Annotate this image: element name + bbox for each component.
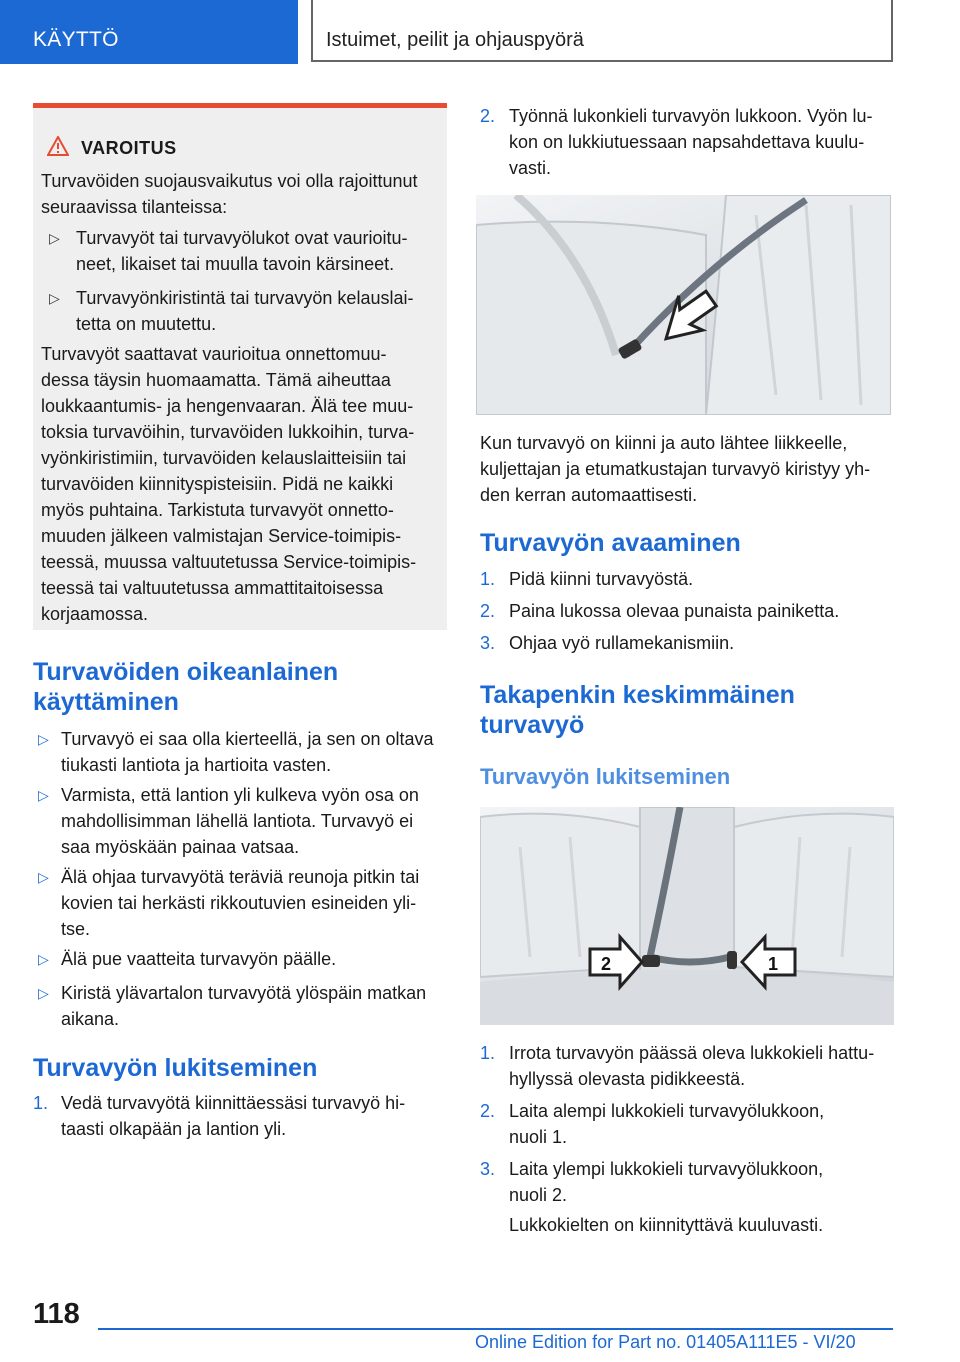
- heading-correct-use-2: käyttäminen: [33, 688, 179, 716]
- bullet-icon: ▷: [38, 731, 49, 747]
- correct-use-bullet-5-line-2: aikana.: [61, 1009, 120, 1029]
- warning-bullet-2-line-2: tetta on muutettu.: [76, 314, 217, 334]
- warning-bullet-1-line-1: Turvavyöt tai turvavyölukot ovat vaurioitu-: [76, 228, 408, 248]
- rear-step-2-line-2: nuoli 1.: [509, 1127, 568, 1147]
- warning-intro-1: Turvavöiden suojausvaikutus voi olla rajoittunut: [41, 171, 418, 191]
- warning-body-line: vyönkiristimiin, turvavöiden kelauslaitteisiin tai: [41, 448, 407, 468]
- correct-use-bullet-2-line-2: mahdollisimman lähellä lantiota. Turvavyö ei: [61, 811, 414, 831]
- header-title-box: [311, 0, 893, 62]
- footer-edition: Online Edition for Part no. 01405A111E5 - VI/20: [475, 1332, 856, 1352]
- warning-box: [33, 103, 447, 630]
- heading-rear-1: Takapenkin keskimmäinen: [480, 681, 795, 709]
- warning-body-line: teessä, muussa valtuutetussa Service-toimipis-: [41, 552, 417, 572]
- step-number: 1.: [480, 1043, 496, 1063]
- bullet-icon: ▷: [49, 230, 60, 246]
- warning-body-line: dessa täysin huomaamatta. Tämä aiheuttaa: [41, 370, 391, 390]
- locking-after-line-3: den kerran automaattisesti.: [480, 485, 698, 505]
- rear-step-3-line-1: Laita ylempi lukkokieli turvavyölukkoon,: [509, 1159, 824, 1179]
- locking-step-2-line-1: Työnnä lukonkieli turvavyön lukkoon. Vyön lu-: [509, 106, 873, 126]
- step-number: 2.: [480, 106, 496, 126]
- arrow-label-2: 2: [601, 954, 612, 974]
- locking-step-1-line-1: Vedä turvavyötä kiinnittäessäsi turvavyö hi-: [61, 1093, 406, 1113]
- page-number: 118: [33, 1298, 80, 1330]
- correct-use-bullet-5-line-1: Kiristä ylävartalon turvavyötä ylöspäin matkan: [61, 983, 427, 1003]
- bullet-icon: ▷: [38, 985, 49, 1001]
- opening-step-2: Paina lukossa olevaa punaista painiketta.: [509, 601, 840, 621]
- bullet-icon: ▷: [38, 951, 49, 967]
- warning-body-line: loukkaantumis- ja hengenvaaran. Älä tee muu-: [41, 396, 414, 416]
- heading-opening: Turvavyön avaaminen: [480, 529, 741, 557]
- rear-step-3-line-2: nuoli 2.: [509, 1185, 568, 1205]
- heading-correct-use-1: Turvavöiden oikeanlainen: [33, 658, 339, 686]
- warning-body-line: muuden jälkeen valmistajan Service-toimipis-: [41, 526, 402, 546]
- correct-use-bullet-4: Älä pue vaatteita turvavyön päälle.: [61, 949, 337, 969]
- warning-body-line: Turvavyöt saattavat vaurioitua onnettomuu-: [41, 344, 387, 364]
- warning-body-line: myös puhtaina. Tarkistuta turvavyöt onnetto-: [41, 500, 394, 520]
- rear-seatbelt-illustration: [480, 807, 894, 1025]
- warning-body-line: toksia turvavöihin, turvavöiden lukkoihin, turva-: [41, 422, 415, 442]
- seatbelt-buckle-drawing: [476, 195, 891, 415]
- warning-triangle-icon: [47, 136, 69, 156]
- bullet-icon: ▷: [49, 290, 60, 306]
- rear-step-1-line-1: Irrota turvavyön päässä oleva lukkokieli hattu-: [509, 1043, 875, 1063]
- warning-body-line: teessä tai valtuutetussa ammattitaitoisessa: [41, 578, 384, 598]
- correct-use-bullet-3-line-3: tse.: [61, 919, 91, 939]
- bullet-icon: ▷: [38, 869, 49, 885]
- rear-step-2-line-1: Laita alempi lukkokieli turvavyölukkoon,: [509, 1101, 825, 1121]
- rear-note: Lukkokielten on kiinnityttävä kuuluvasti.: [509, 1215, 824, 1235]
- locking-step-2-line-3: vasti.: [509, 158, 552, 178]
- correct-use-bullet-3-line-1: Älä ohjaa turvavyötä teräviä reunoja pitkin tai: [61, 867, 420, 887]
- step-number: 3.: [480, 633, 496, 653]
- rear-seatbelt-drawing: [480, 807, 894, 1025]
- opening-step-1: Pidä kiinni turvavyöstä.: [509, 569, 694, 589]
- correct-use-bullet-2-line-3: saa myöskään painaa vatsaa.: [61, 837, 300, 857]
- subheading-rear-locking: Turvavyön lukitseminen: [480, 764, 731, 789]
- warning-body-line: turvavöiden kiinnityspisteisiin. Pidä ne kaikki: [41, 474, 394, 494]
- step-number: 3.: [480, 1159, 496, 1179]
- locking-step-1-line-2: taasti olkapään ja lantion yli.: [61, 1119, 287, 1139]
- correct-use-bullet-2-line-1: Varmista, että lantion yli kulkeva vyön osa on: [61, 785, 419, 805]
- step-number: 2.: [480, 601, 496, 621]
- rear-step-1-line-2: hyllyssä olevasta pidikkeestä.: [509, 1069, 746, 1089]
- locking-step-2-line-2: kon on lukkiutuessaan napsahdettava kuulu-: [509, 132, 865, 152]
- bullet-icon: ▷: [38, 787, 49, 803]
- header-section-tab: [0, 0, 298, 64]
- heading-locking: Turvavyön lukitseminen: [33, 1054, 318, 1082]
- warning-title: VAROITUS: [81, 138, 177, 158]
- step-number: 2.: [480, 1101, 496, 1121]
- step-number: 1.: [480, 569, 496, 589]
- opening-step-3: Ohjaa vyö rullamekanismiin.: [509, 633, 735, 653]
- warning-body-line: korjaamossa.: [41, 604, 149, 624]
- warning-intro-2: seuraavissa tilanteissa:: [41, 197, 228, 217]
- warning-bullet-2-line-1: Turvavyönkiristintä tai turvavyön kelauslai-: [76, 288, 414, 308]
- header-title: Istuimet, peilit ja ohjauspyörä: [326, 29, 584, 51]
- locking-after-line-2: kuljettajan ja etumatkustajan turvavyö kiristyy yh-: [480, 459, 871, 479]
- arrow-label-1: 1: [768, 954, 779, 974]
- header-section-label: KÄYTTÖ: [33, 28, 119, 51]
- warning-bullet-1-line-2: neet, likaiset tai muulla tavoin kärsineet.: [76, 254, 395, 274]
- correct-use-bullet-3-line-2: kovien tai herkästi rikkoutuvien esineiden yli-: [61, 893, 417, 913]
- footer-divider: [98, 1328, 893, 1330]
- seatbelt-buckle-illustration: [476, 195, 891, 415]
- correct-use-bullet-1-line-2: tiukasti lantiota ja hartioita vasten.: [61, 755, 332, 775]
- correct-use-bullet-1-line-1: Turvavyö ei saa olla kierteellä, ja sen on oltava: [61, 729, 434, 749]
- step-number: 1.: [33, 1093, 49, 1113]
- locking-after-line-1: Kun turvavyö on kiinni ja auto lähtee liikkeelle,: [480, 433, 848, 453]
- heading-rear-2: turvavyö: [480, 711, 585, 739]
